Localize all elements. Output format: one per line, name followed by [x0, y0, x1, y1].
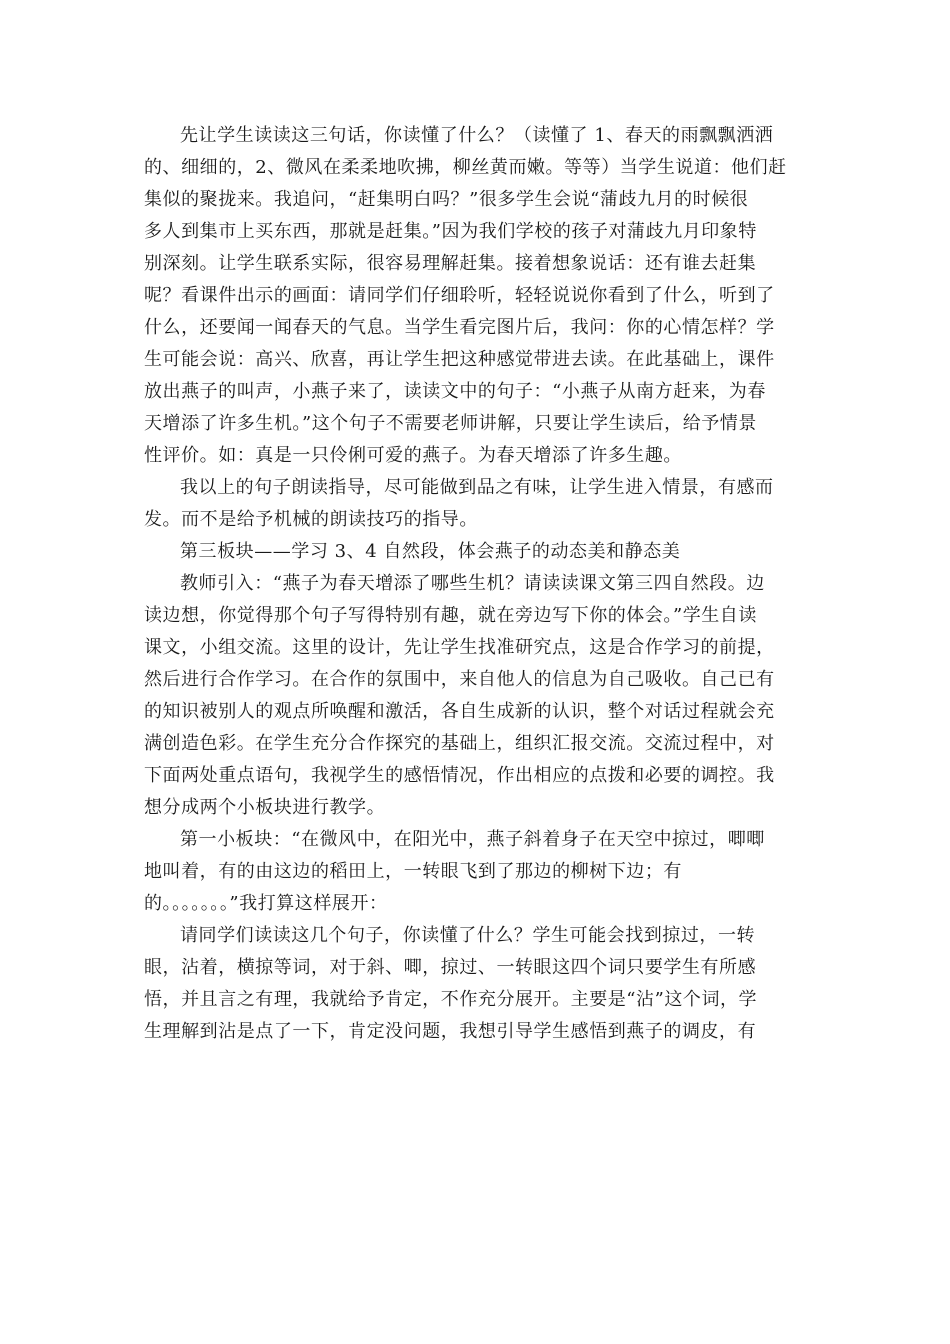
text-line: 的知识被别人的观点所唤醒和激活，各自生成新的认识，整个对话过程就会充 [144, 701, 775, 722]
text-line: 地叫着，有的由这边的稻田上，一转眼飞到了那边的柳树下边；有 [144, 861, 682, 882]
paragraph-first-line: 教师引入：“燕子为春天增添了哪些生机？请读读课文第三四自然段。边 [180, 573, 765, 594]
paragraph-first-line: 第一小板块：“在微风中，在阳光中，燕子斜着身子在天空中掠过，唧唧 [180, 829, 765, 850]
text-line: 生可能会说：高兴、欣喜，再让学生把这种感觉带进去读。在此基础上，课件 [144, 349, 775, 370]
text-line: 想分成两个小板块进行教学。 [144, 797, 386, 818]
text-line: 下面两处重点语句，我视学生的感悟情况，作出相应的点拨和必要的调控。我 [144, 765, 775, 786]
paragraph-first-line: 先让学生读读这三句话，你读懂了什么？（读懂了 1、春天的雨飘飘洒洒 [180, 125, 774, 146]
text-line: 读边想，你觉得那个句子写得特别有趣，就在旁边写下你的体会。”学生自读 [144, 605, 757, 626]
text-line: 然后进行合作学习。在合作的氛围中，来自他人的信息为自己吸收。自己已有 [144, 669, 775, 690]
paragraph-first-line: 我以上的句子朗读指导，尽可能做到品之有味，让学生进入情景，有感而 [180, 477, 774, 498]
text-line: 集似的聚拢来。我追问，“赶集明白吗？”很多学生会说“蒲歧九月的时候很 [144, 189, 749, 210]
text-line: 天增添了许多生机。”这个句子不需要老师讲解，只要让学生读后，给予情景 [144, 413, 757, 434]
text-line: 性评价。如：真是一只伶俐可爱的燕子。为春天增添了许多生趣。 [144, 445, 682, 466]
text-line: 课文，小组交流。这里的设计，先让学生找准研究点，这是合作学习的前提， [144, 637, 775, 658]
text-line: 呢？看课件出示的画面：请同学们仔细聆听，轻轻说说你看到了什么，听到了 [144, 285, 775, 306]
paragraph-first-line: 请同学们读读这几个句子，你读懂了什么？学生可能会找到掠过，一转 [180, 925, 756, 946]
text-line: 满创造色彩。在学生充分合作探究的基础上，组织汇报交流。交流过程中，对 [144, 733, 775, 754]
text-line: 放出燕子的叫声，小燕子来了，读读文中的句子：“小燕子从南方赶来，为春 [144, 381, 766, 402]
text-line: 什么，还要闻一闻春天的气息。当学生看完图片后，我问：你的心情怎样？学 [144, 317, 775, 338]
text-line: 生理解到沾是点了一下，肯定没问题，我想引导学生感悟到燕子的调皮，有 [144, 1021, 757, 1042]
text-line: 悟，并且言之有理，我就给予肯定，不作充分展开。主要是“沾”这个词，学 [144, 989, 758, 1010]
document-body [144, 120, 804, 1048]
text-line: 的、细细的，2、微风在柔柔地吹拂，柳丝黄而嫩。等等）当学生说道：他们赶 [144, 157, 787, 178]
paragraph-first-line: 第三板块——学习 3、4 自然段，体会燕子的动态美和静态美 [180, 541, 681, 562]
text-line: 多人到集市上买东西，那就是赶集。”因为我们学校的孩子对蒲歧九月印象特 [144, 221, 757, 242]
text-line: 发。而不是给予机械的朗读技巧的指导。 [144, 509, 478, 530]
text-line: 眼，沾着，横掠等词，对于斜、唧，掠过、一转眼这四个词只要学生有所感 [144, 957, 757, 978]
text-line: 的。。。。。。。”我打算这样展开： [144, 893, 388, 914]
text-line: 别深刻。让学生联系实际，很容易理解赶集。接着想象说话：还有谁去赶集 [144, 253, 757, 274]
